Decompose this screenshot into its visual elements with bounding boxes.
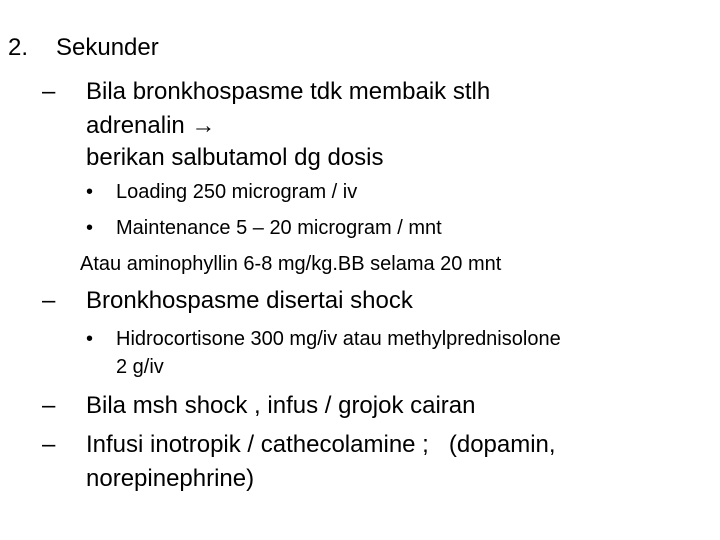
dash-2: –	[42, 287, 56, 314]
item-1-line-2: adrenalin →	[86, 112, 216, 139]
bullet-hidrocortisone: Hidrocortisone 300 mg/iv atau methylprednisolone	[116, 328, 561, 350]
bullet-symbol-2: •	[86, 217, 94, 239]
item-2-line-1: Bronkhospasme disertai shock	[86, 287, 413, 314]
bullet-loading: Loading 250 microgram / iv	[116, 181, 358, 203]
note-aminophyllin: Atau aminophyllin 6-8 mg/kg.BB selama 20 mnt	[80, 253, 502, 275]
item-3-line-1: Bila msh shock , infus / grojok cairan	[86, 392, 476, 419]
item-4-line-2: norepinephrine)	[86, 465, 255, 492]
heading-text: Sekunder	[56, 34, 159, 61]
dash-4: –	[42, 431, 56, 458]
dash-3: –	[42, 392, 56, 419]
bullet-symbol-1: •	[86, 181, 94, 203]
bullet-maintenance: Maintenance 5 – 20 microgram / mnt	[116, 217, 442, 239]
item-1-line-3: berikan salbutamol dg dosis	[86, 144, 384, 171]
bullet-continuation: 2 g/iv	[116, 356, 164, 378]
item-1-line-1: Bila bronkhospasme tdk membaik stlh	[86, 78, 491, 105]
dash-1: –	[42, 78, 56, 105]
item-4-line-1: Infusi inotropik / cathecolamine ; (dopamin,	[86, 431, 556, 458]
bullet-symbol-3: •	[86, 328, 94, 350]
heading-number: 2.	[8, 34, 29, 61]
